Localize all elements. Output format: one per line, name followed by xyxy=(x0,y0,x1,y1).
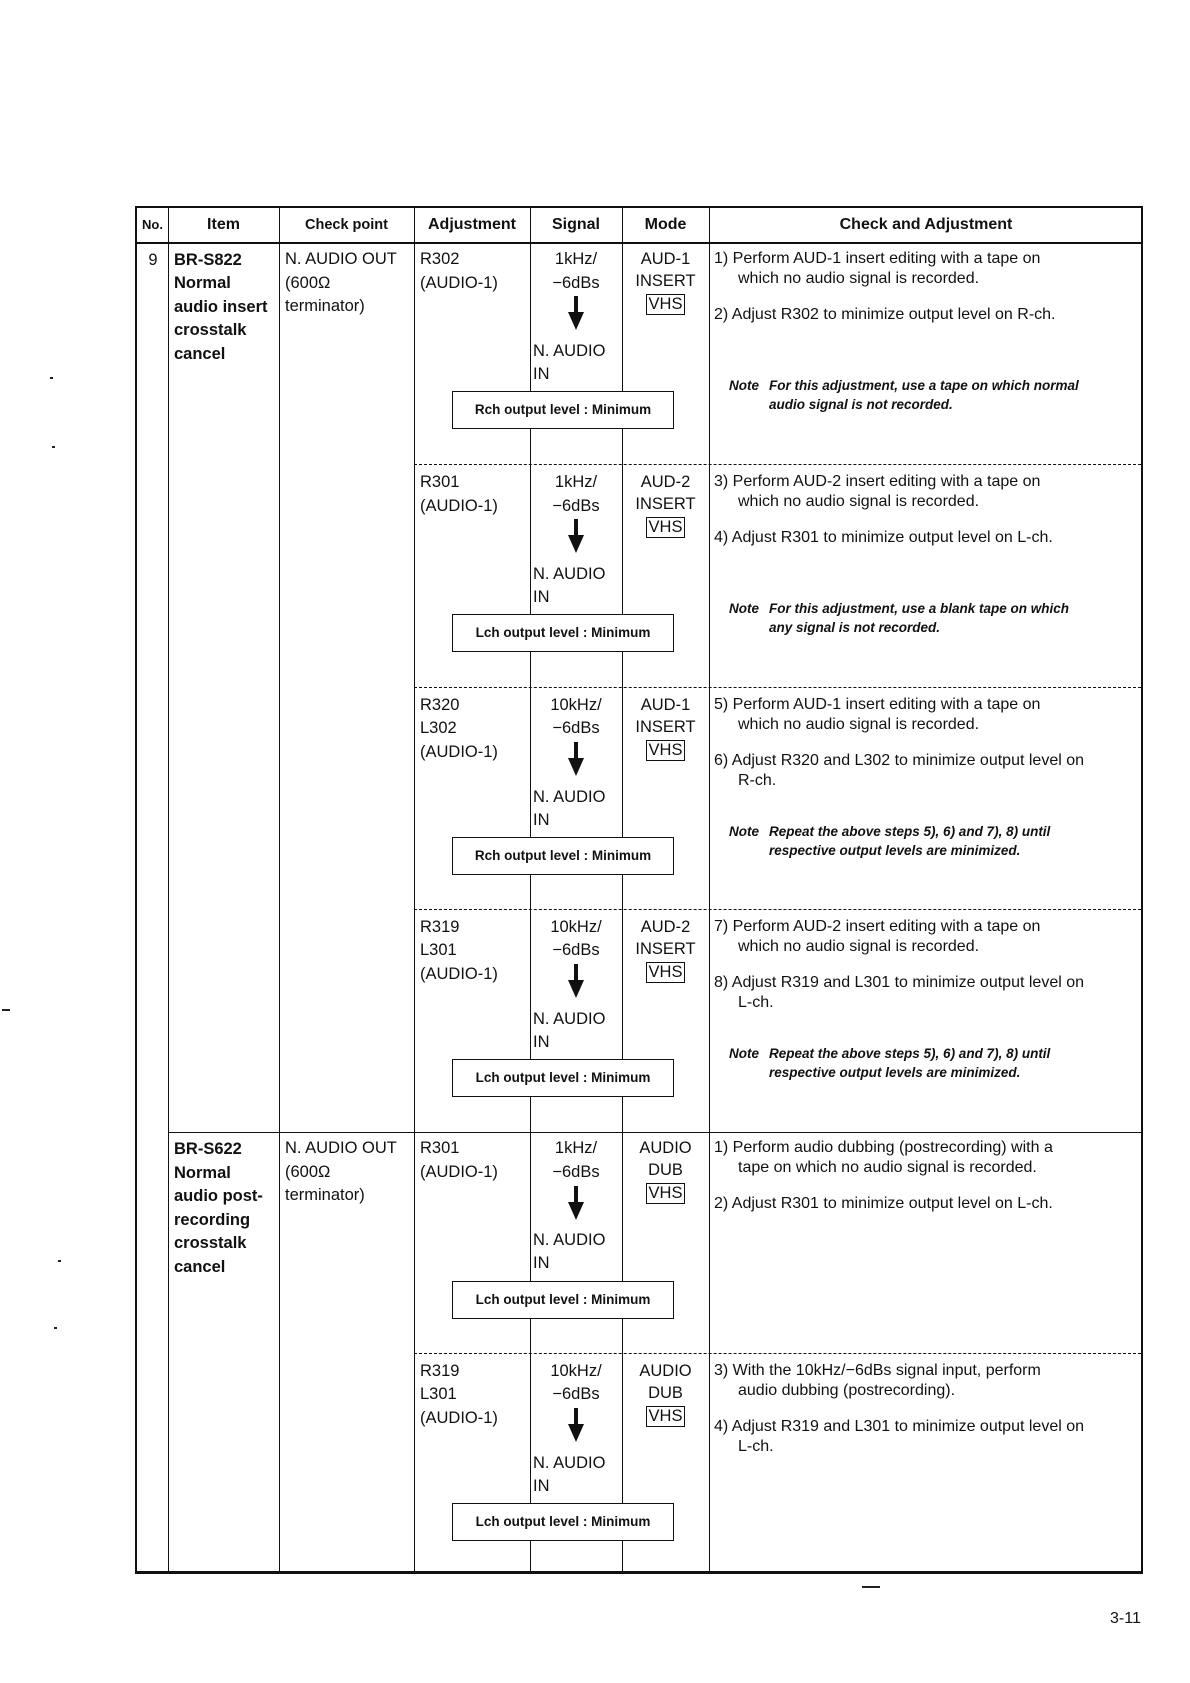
mode-line: INSERT xyxy=(635,272,696,290)
header-check-and-adjustment: Check and Adjustment xyxy=(839,216,1013,233)
step-line: 3) Perform AUD-2 insert editing with a tape on xyxy=(714,473,1041,490)
col-divider-no xyxy=(168,208,169,1571)
result-box: Lch output level : Minimum xyxy=(452,1059,674,1097)
step xyxy=(714,917,1040,957)
note-line: Repeat the above steps 5), 6) and 7), 8) until xyxy=(769,1046,1051,1061)
step-line: 1) Perform audio dubbing (postrecording) with a xyxy=(714,1139,1053,1156)
adjustment-line: (AUDIO-1) xyxy=(420,743,498,761)
adjustment-line: (AUDIO-1) xyxy=(420,1163,498,1181)
item-line: Normal xyxy=(174,274,231,292)
checkpoint-line: N. AUDIO OUT xyxy=(285,250,397,268)
note-line: For this adjustment, use a blank tape on which xyxy=(769,601,1070,616)
vhs-badge: VHS xyxy=(646,1183,686,1204)
note-line: respective output levels are minimized. xyxy=(769,1065,1021,1080)
result-box: Rch output level : Minimum xyxy=(452,837,674,875)
step xyxy=(714,751,1084,791)
item-line: BR-S622 xyxy=(174,1140,242,1158)
adjustment-line: R302 xyxy=(420,250,460,268)
item-line: BR-S822 xyxy=(174,251,242,269)
item-line: audio insert xyxy=(174,298,268,316)
result-box: Lch output level : Minimum xyxy=(452,1281,674,1319)
down-arrow-icon xyxy=(568,296,584,330)
step-line: L-ch. xyxy=(738,1438,774,1455)
col-divider-item xyxy=(279,208,280,1571)
mode-line: INSERT xyxy=(635,718,696,736)
signal-line: 1kHz/ xyxy=(554,250,598,268)
item-line: Normal xyxy=(174,1164,231,1182)
note-line: For this adjustment, use a tape on which normal xyxy=(769,378,1079,393)
adjustment-line: (AUDIO-1) xyxy=(420,274,498,292)
page-number: 3-11 xyxy=(1110,1610,1141,1627)
adjustment-line: R319 xyxy=(420,918,460,936)
checkpoint-line: terminator) xyxy=(285,297,365,315)
signal-input-line: N. AUDIO xyxy=(533,565,606,583)
scan-mark xyxy=(54,1327,57,1329)
vhs-badge: VHS xyxy=(646,517,686,538)
scan-mark xyxy=(50,377,53,379)
item-line: recording xyxy=(174,1211,251,1229)
checkpoint-line: terminator) xyxy=(285,1186,365,1204)
header-no: No. xyxy=(142,217,163,232)
signal-line: 10kHz/ xyxy=(550,1362,602,1380)
signal-input-line: IN xyxy=(533,588,550,606)
mode-badge-wrap xyxy=(622,293,709,315)
note-label: Note xyxy=(729,1046,759,1061)
mode-line: INSERT xyxy=(635,940,696,958)
vhs-badge: VHS xyxy=(646,962,686,983)
step-line: which no audio signal is recorded. xyxy=(738,938,980,955)
item-line: crosstalk xyxy=(174,1234,247,1252)
step-line: 8) Adjust R319 and L301 to minimize output level on xyxy=(714,974,1085,991)
signal-input-line: IN xyxy=(533,811,550,829)
step-line: 3) With the 10kHz/−6dBs signal input, perform xyxy=(714,1362,1041,1379)
mode-line: INSERT xyxy=(635,495,696,513)
header-signal: Signal xyxy=(551,216,600,233)
section-separator xyxy=(414,909,1141,910)
note-line: Repeat the above steps 5), 6) and 7), 8) until xyxy=(769,824,1051,839)
signal-line: −6dBs xyxy=(552,1385,600,1403)
signal-line: 10kHz/ xyxy=(550,918,602,936)
step xyxy=(714,973,1084,1013)
item-line: cancel xyxy=(174,345,226,363)
note xyxy=(729,599,1069,637)
item-line: crosstalk xyxy=(174,321,247,339)
down-arrow-icon xyxy=(568,964,584,998)
mode-line: AUD-1 xyxy=(640,696,691,714)
result-box: Lch output level : Minimum xyxy=(452,614,674,652)
signal-input-line: IN xyxy=(533,1254,550,1272)
mode-badge-wrap xyxy=(622,1182,709,1204)
adjustment-line: R320 xyxy=(420,696,460,714)
signal-line: −6dBs xyxy=(552,274,600,292)
step xyxy=(714,1417,1084,1457)
item-line: cancel xyxy=(174,1258,226,1276)
checkpoint-line: (600Ω xyxy=(285,274,331,292)
step-line: L-ch. xyxy=(738,994,774,1011)
scan-mark xyxy=(58,1260,61,1262)
adjustment-line: (AUDIO-1) xyxy=(420,497,498,515)
result-box: Lch output level : Minimum xyxy=(452,1503,674,1541)
step-line: 6) Adjust R320 and L302 to minimize output level on xyxy=(714,752,1085,769)
step-line: 2) Adjust R301 to minimize output level on L-ch. xyxy=(714,1195,1053,1212)
step xyxy=(714,1138,1053,1178)
step-line: 1) Perform AUD-1 insert editing with a tape on xyxy=(714,250,1041,267)
down-arrow-icon xyxy=(568,742,584,776)
checkpoint-line: (600Ω xyxy=(285,1163,331,1181)
signal-line: −6dBs xyxy=(552,1163,600,1181)
group-separator xyxy=(168,1132,1141,1133)
signal-input-line: IN xyxy=(533,365,550,383)
mode-badge-wrap xyxy=(622,1405,709,1427)
signal-input-line: IN xyxy=(533,1477,550,1495)
vhs-badge: VHS xyxy=(646,1406,686,1427)
adjustment-line: R301 xyxy=(420,473,460,491)
signal-input-line: N. AUDIO xyxy=(533,1010,606,1028)
mode-badge-wrap xyxy=(622,739,709,761)
note xyxy=(729,376,1079,414)
signal-line: 1kHz/ xyxy=(554,473,598,491)
step-line: tape on which no audio signal is recorded. xyxy=(738,1159,1037,1176)
section-separator xyxy=(414,687,1141,688)
down-arrow-icon xyxy=(568,1186,584,1220)
mode-line: AUD-2 xyxy=(640,473,691,491)
col-divider-checkpoint xyxy=(414,208,415,1571)
signal-input-line: N. AUDIO xyxy=(533,1231,606,1249)
step xyxy=(714,1361,1041,1401)
header-item: Item xyxy=(207,216,240,233)
down-arrow-icon xyxy=(568,519,584,553)
step-line: 4) Adjust R301 to minimize output level on L-ch. xyxy=(714,529,1053,546)
note-label: Note xyxy=(729,378,759,393)
scan-mark xyxy=(862,1586,880,1588)
header-mode: Mode xyxy=(644,216,687,233)
signal-line: −6dBs xyxy=(552,941,600,959)
step xyxy=(714,249,1040,289)
step xyxy=(714,305,1056,325)
step xyxy=(714,695,1040,735)
down-arrow-icon xyxy=(568,1408,584,1442)
adjustment-line: L301 xyxy=(420,941,457,959)
note-line: audio signal is not recorded. xyxy=(769,397,953,412)
header-check-point: Check point xyxy=(305,217,388,233)
mode-line: AUD-1 xyxy=(640,250,691,268)
note-line: any signal is not recorded. xyxy=(769,620,941,635)
signal-line: −6dBs xyxy=(552,719,600,737)
section-separator xyxy=(414,464,1141,465)
adjustment-line: L302 xyxy=(420,719,457,737)
adjustment-line: L301 xyxy=(420,1385,457,1403)
step-line: audio dubbing (postrecording). xyxy=(738,1382,956,1399)
header-divider xyxy=(137,242,1141,244)
mode-line: AUDIO xyxy=(639,1362,692,1380)
section-separator xyxy=(414,1353,1141,1354)
step xyxy=(714,1194,1053,1214)
note-label: Note xyxy=(729,601,759,616)
signal-line: 10kHz/ xyxy=(550,696,602,714)
step-line: which no audio signal is recorded. xyxy=(738,493,980,510)
step-line: 7) Perform AUD-2 insert editing with a tape on xyxy=(714,918,1041,935)
mode-badge-wrap xyxy=(622,516,709,538)
step-line: 4) Adjust R319 and L301 to minimize output level on xyxy=(714,1418,1085,1435)
vhs-badge: VHS xyxy=(646,294,686,315)
mode-line: AUDIO xyxy=(639,1139,692,1157)
header-adjustment: Adjustment xyxy=(428,216,516,233)
step-line: 2) Adjust R302 to minimize output level on R-ch. xyxy=(714,306,1056,323)
note-line: respective output levels are minimized. xyxy=(769,843,1021,858)
mode-line: AUD-2 xyxy=(640,918,691,936)
result-box: Rch output level : Minimum xyxy=(452,391,674,429)
adjustment-line: R301 xyxy=(420,1139,460,1157)
step xyxy=(714,528,1053,548)
adjustment-line: (AUDIO-1) xyxy=(420,965,498,983)
note xyxy=(729,1044,1050,1082)
checkpoint-line: N. AUDIO OUT xyxy=(285,1139,397,1157)
col-divider-mode xyxy=(709,208,710,1571)
step-line: which no audio signal is recorded. xyxy=(738,270,980,287)
note xyxy=(729,822,1050,860)
adjustment-line: (AUDIO-1) xyxy=(420,1409,498,1427)
note-label: Note xyxy=(729,824,759,839)
mode-line: DUB xyxy=(648,1161,683,1179)
signal-input-line: N. AUDIO xyxy=(533,342,606,360)
signal-input-line: N. AUDIO xyxy=(533,1454,606,1472)
adjustment-table xyxy=(135,206,1143,1574)
signal-input-line: N. AUDIO xyxy=(533,788,606,806)
signal-line: −6dBs xyxy=(552,497,600,515)
step-line: 5) Perform AUD-1 insert editing with a tape on xyxy=(714,696,1041,713)
signal-line: 1kHz/ xyxy=(554,1139,598,1157)
step-line: which no audio signal is recorded. xyxy=(738,716,980,733)
item-line: audio post- xyxy=(174,1187,263,1205)
mode-badge-wrap xyxy=(622,961,709,983)
scan-mark xyxy=(52,446,55,448)
vhs-badge: VHS xyxy=(646,740,686,761)
adjustment-line: R319 xyxy=(420,1362,460,1380)
step xyxy=(714,472,1040,512)
row-number: 9 xyxy=(148,251,158,269)
step-line: R-ch. xyxy=(738,772,777,789)
signal-input-line: IN xyxy=(533,1033,550,1051)
scan-mark xyxy=(2,1009,10,1011)
mode-line: DUB xyxy=(648,1384,683,1402)
